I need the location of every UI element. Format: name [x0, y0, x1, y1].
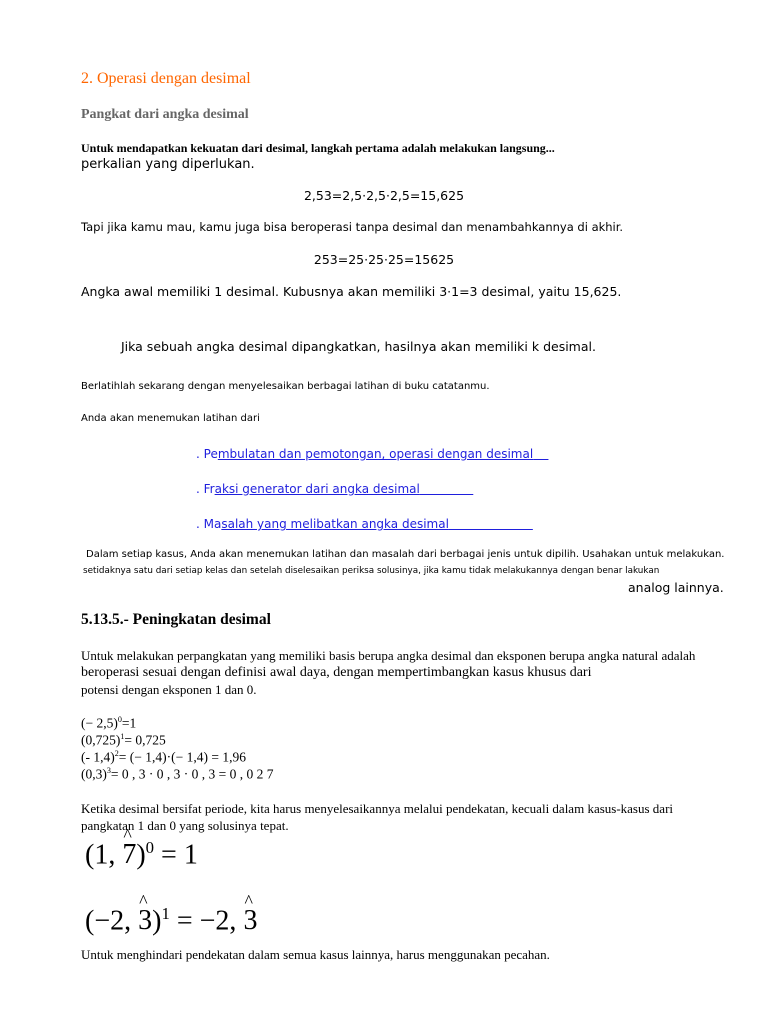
closing-paragraph: Untuk menghindari pendekatan dalam semua kasus lainnya, harus menggunakan pecahan. [81, 947, 550, 962]
instructions-line-3: analog lainnya. [628, 580, 724, 595]
example-power-one: $(0,725)^1= 0,725$ [81, 732, 166, 748]
link-underline-tail [533, 447, 548, 461]
section-heading-5-13-5: 5.13.5.- Peningkatan desimal [81, 611, 271, 628]
equation-cube-decimal: 2,53=2,5·2,5·2,5=15,625 [303, 188, 465, 203]
example-power-zero: (− 2,5)$^0$=1 [81, 715, 137, 731]
intro-bold-line: Untuk mendapatkan kekuatan dari desimal, langkah pertama adalah melakukan langsung... [81, 141, 555, 155]
paragraph-line: pangkatan 1 dan 0 yang solusinya tepat. [81, 818, 289, 833]
link-underline-tail [449, 517, 533, 531]
link-text[interactable]: mbulatan dan pemotongan, operasi dengan desimal [217, 447, 534, 461]
link-prefix: . Fr [196, 482, 215, 496]
paragraph-line: potensi dengan eksponen 1 dan 0. [81, 682, 257, 697]
link-text[interactable]: aksi generator dari angka desimal [214, 482, 420, 496]
equation-cube-integer: 253=25·25·25=15625 [313, 252, 455, 267]
paragraph-line: Untuk melakukan perpangkatan yang memiliki basis berupa angka desimal dan eksponen berupa angka natural adalah [81, 648, 696, 663]
intro-continuation: perkalian yang diperlukan. [81, 157, 255, 172]
subsection-title: Pangkat dari angka desimal [81, 107, 249, 122]
formula-periodic-power-zero: (1, ^ 7)$^0$ = 1 [85, 838, 198, 871]
rule-statement: Jika sebuah angka desimal dipangkatkan, hasilnya akan memiliki k desimal. [121, 339, 596, 354]
practice-note: Berlatihlah sekarang dengan menyelesaikan berbagai latihan di buku catatanmu. [81, 381, 490, 392]
link-prefix: . Pe [196, 447, 218, 461]
instructions-line-2: setidaknya satu dari setiap kelas dan setelah diselesaikan periksa solusinya, jika kamu tidak melakukannya dengan benar lakukan [83, 566, 660, 576]
formula-periodic-power-one: (−2, ^ 3)$^1$ = −2, ^ 3 [85, 904, 257, 937]
section-title: 2. Operasi dengan desimal [81, 70, 251, 87]
exercise-link-generator-fraction[interactable] [196, 482, 473, 496]
link-text[interactable]: salah yang melibatkan angka desimal [221, 517, 449, 531]
link-underline-tail [420, 482, 473, 496]
paragraph-decimals-count: Angka awal memiliki 1 desimal. Kubusnya akan memiliki 3·1=3 desimal, yaitu 15,625. [81, 284, 622, 299]
paragraph-line: Ketika desimal bersifat periode, kita harus menyelesaikannya melalui pendekatan, kecuali dalam kasus-kasus dari [81, 801, 674, 816]
paragraph-alternative: Tapi jika kamu mau, kamu juga bisa beroperasi tanpa desimal dan menambahkannya di akhir. [81, 220, 624, 234]
exercises-intro: Anda akan menemukan latihan dari [81, 413, 260, 424]
instructions-line-1: Dalam setiap kasus, Anda akan menemukan latihan dan masalah dari berbagai jenis untuk dipilih. Usahakan untuk melakukan. [86, 549, 725, 560]
exercise-link-problems[interactable] [196, 517, 533, 531]
exercise-link-rounding[interactable] [196, 447, 548, 461]
example-power-three: $(0,3)^3= 0$ , 3 · 0 , 3 · 0 , 3 = 0 , 0 2 7 [81, 766, 274, 782]
example-power-two: (- 1,4)$^2$= (− 1,4)·(− 1,4) = 1,96 [81, 749, 246, 765]
link-prefix: . Ma [196, 517, 222, 531]
paragraph-line: beroperasi sesuai dengan definisi awal daya, dengan mempertimbangkan kasus khusus dari [81, 665, 592, 680]
